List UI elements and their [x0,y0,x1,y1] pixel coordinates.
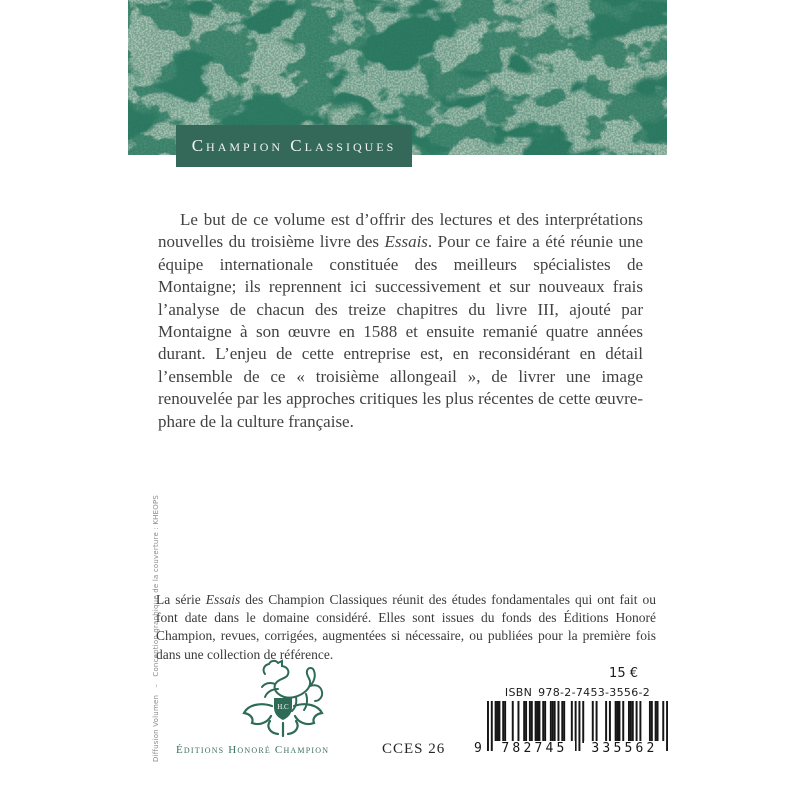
isbn-line [487,686,668,699]
collection-banner-label: Champion Classiques [191,136,397,155]
publisher-horse-logo-icon [218,657,350,741]
barcode-digit-group-left: 782745 [494,741,575,756]
barcode-digit-group-right: 335562 [584,741,665,756]
back-blurb [158,209,643,433]
series-note [156,591,656,664]
isbn-label: ISBN [504,686,533,699]
publisher-monogram: H.C [277,703,289,711]
isbn-number: 978-2-7453-3556-2 [538,686,651,699]
barcode-digit-first: 9 [474,741,482,756]
series-note-rest: des Champion Classiques réunit des études fondamentales qui ont fait ou font date dans le domaine considéré. Elles sont issues du fonds des Éditions Honoré Champion, revues, corrigées, augmentées si nécessaire, ou publiées pour la première fois dans une collection de référence. [156,592,656,662]
blurb-italic-title: Essais [384,232,428,252]
collection-code: CCES 26 [382,741,446,757]
ean-barcode [474,701,668,757]
publisher-imprint: Éditions Honoré Champion [176,744,330,756]
book-back-cover [128,0,667,800]
series-note-lead: La série [156,592,206,607]
blurb-lead: Le but de ce volume est d’offrir des lectures et des interprétations nouvelles du troisième livre des [158,210,643,252]
blurb-rest: . Pour ce faire a été réunie une équipe internationale constituée des meilleurs spécialistes de Montaigne; ils reprennent ici successivement et sur nouveaux frais l’analyse de chacun des treize chapitres du livre III, ajouté par Montaigne à son œuvre en 1588 et ensuite remanié quatre années durant. L’enjeu de cette entreprise est, en reconsidérant en détail l’ensemble de ce « troisième allongeail », de livrer une image renouvelée par les approches critiques les plus récentes de cette œuvre-phare de la culture française. [158,232,643,431]
series-note-italic-title: Essais [205,592,241,607]
production-credit-vertical: Diffusion Volumen – Conception graphique de la couverture : KHEOPS [152,494,160,762]
price-label: 15 € [609,666,638,681]
collection-banner [176,125,412,167]
